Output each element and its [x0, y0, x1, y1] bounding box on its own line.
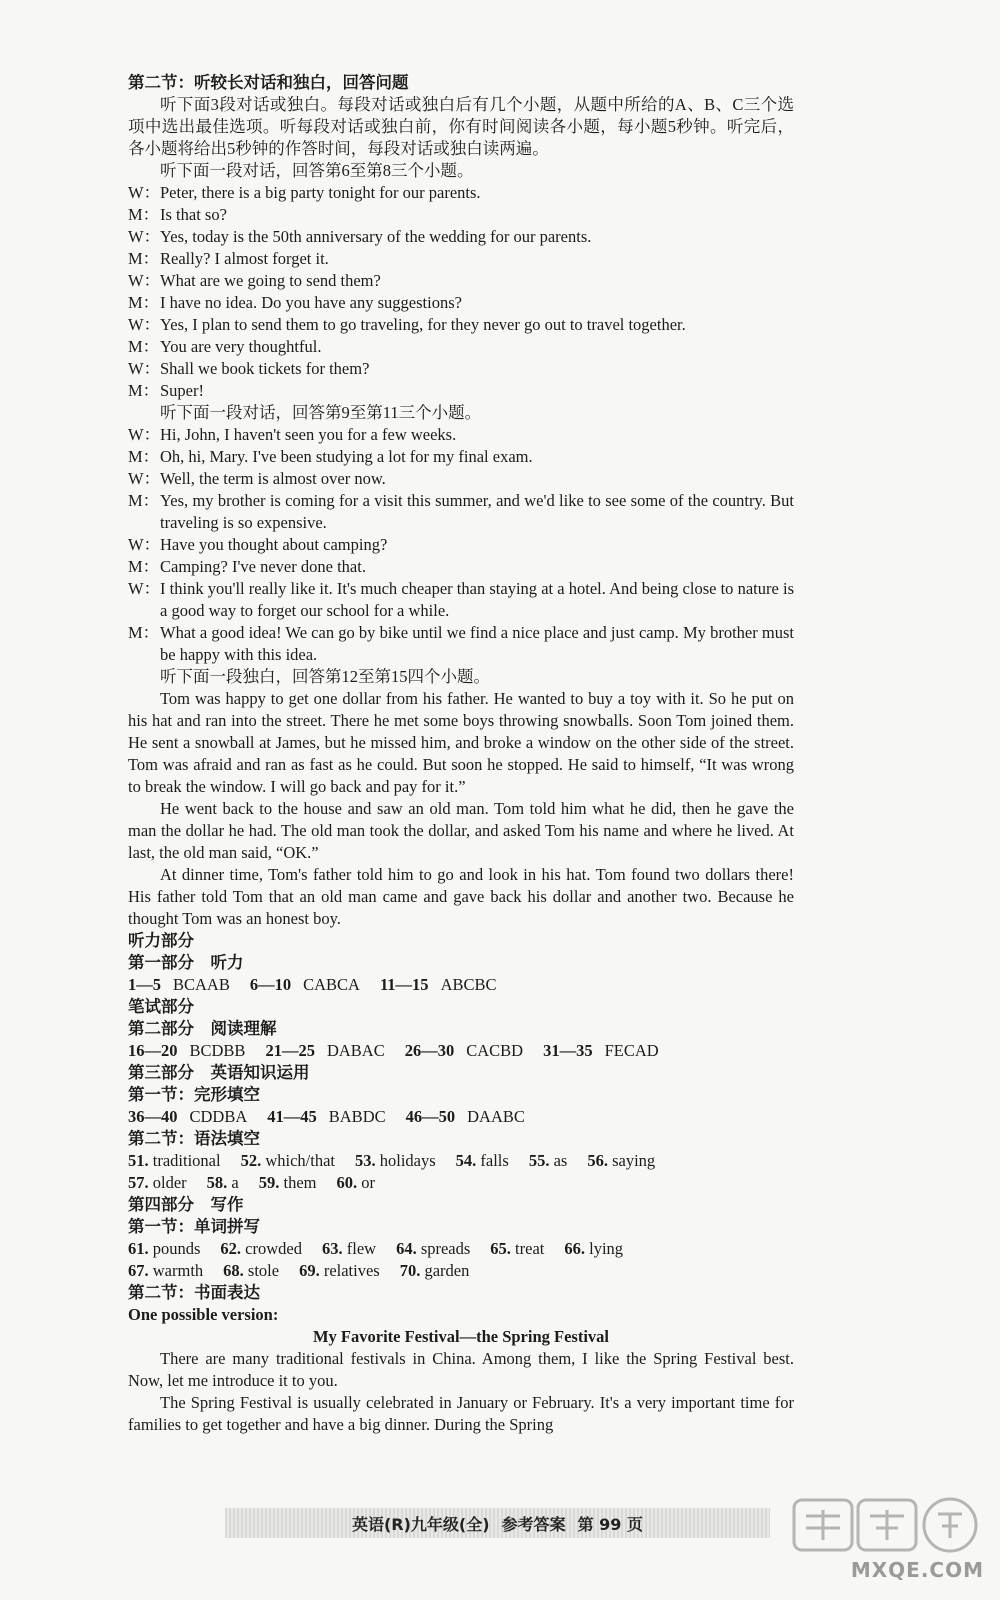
- question-number: 58.: [206, 1173, 228, 1192]
- question-number: 54.: [455, 1151, 477, 1170]
- question-number: 70.: [399, 1261, 421, 1280]
- speaker-label: M：: [128, 381, 160, 400]
- answer-letters: ABCBC: [440, 975, 497, 994]
- speaker-label: W：: [128, 271, 161, 290]
- question-number: 68.: [223, 1261, 244, 1280]
- question-number: 61.: [128, 1239, 149, 1258]
- part4-title: 第四部分 写作: [128, 1195, 244, 1214]
- dialog1-intro: 听下面一段对话，回答第6至第8三个小题。: [160, 161, 474, 180]
- section-title: 第二节：听较长对话和独白，回答问题: [128, 73, 409, 92]
- speaker-label: M：: [128, 205, 160, 224]
- answer-word: older: [152, 1173, 187, 1192]
- fill-answer: [241, 1151, 335, 1170]
- speaker-label: W：: [128, 579, 161, 598]
- question-number: 51.: [128, 1151, 149, 1170]
- dialog-line: [128, 358, 794, 380]
- speaker-label: M：: [128, 623, 160, 642]
- speaker-label: W：: [128, 535, 161, 554]
- watermark-site: MXQE.COM: [850, 1558, 984, 1582]
- dialog-line: [128, 578, 794, 622]
- answer-group: [405, 1041, 523, 1060]
- dialog-line: [128, 204, 794, 226]
- answer-group: [265, 1041, 384, 1060]
- dialog-text: Camping? I've never done that.: [160, 557, 366, 576]
- dialog-line: [128, 226, 794, 248]
- question-number: 67.: [128, 1261, 149, 1280]
- speaker-label: M：: [128, 249, 160, 268]
- dialog1: [128, 182, 794, 402]
- listening-answers: [128, 974, 794, 996]
- dialog-line: [128, 314, 794, 336]
- answer-group: [128, 975, 230, 994]
- footer-page-number: 第 99 页: [577, 1514, 643, 1534]
- answer-word: pounds: [152, 1239, 201, 1258]
- question-number: 57.: [128, 1173, 149, 1192]
- fill-answer: [128, 1239, 200, 1258]
- spelling-row1: [128, 1238, 794, 1260]
- speaker-label: M：: [128, 491, 160, 510]
- grammar-row2: [128, 1172, 794, 1194]
- dialog-text: What a good idea! We can go by bike until we find a nice place and just camp. My brother must be happy with this idea.: [160, 623, 794, 664]
- dialog-text: Well, the term is almost over now.: [160, 469, 386, 488]
- speaker-label: W：: [128, 227, 161, 246]
- dialog-line: [128, 336, 794, 358]
- answer-word: or: [361, 1173, 375, 1192]
- answer-word: holidays: [379, 1151, 436, 1170]
- question-number: 66.: [564, 1239, 585, 1258]
- dialog2: [128, 424, 794, 666]
- spelling-row2: [128, 1260, 794, 1282]
- dialog-text: I have no idea. Do you have any suggestions?: [160, 293, 462, 312]
- dialog-text: Shall we book tickets for them?: [160, 359, 370, 378]
- answer-letters: CDDBA: [189, 1107, 248, 1126]
- question-number: 52.: [240, 1151, 262, 1170]
- answer-word: lying: [589, 1239, 624, 1258]
- answer-range: 6—10: [249, 975, 292, 994]
- version-label: One possible version:: [128, 1305, 279, 1324]
- fill-answer: [456, 1151, 509, 1170]
- dialog-line: [128, 622, 794, 666]
- question-number: 59.: [258, 1173, 280, 1192]
- question-number: 64.: [396, 1239, 417, 1258]
- reading-part: 第二部分 阅读理解: [128, 1019, 277, 1038]
- answer-letters: BCDBB: [189, 1041, 246, 1060]
- answer-word: traditional: [152, 1151, 221, 1170]
- cloze-answers: [128, 1106, 794, 1128]
- dialog-text: Yes, my brother is coming for a visit this summer, and we'd like to see some of the country. But traveling is so expensive.: [160, 491, 794, 532]
- question-number: 60.: [336, 1173, 358, 1192]
- dialog-text: I think you'll really like it. It's much cheaper than staying at a hotel. And being close to nature is a good way to forget our school for a while.: [160, 579, 794, 620]
- written-header: 笔试部分: [128, 997, 194, 1016]
- dialog2-intro: 听下面一段对话，回答第9至第11三个小题。: [160, 403, 482, 422]
- fill-answer: [529, 1151, 568, 1170]
- answer-word: which/that: [265, 1151, 335, 1170]
- cloze-title: 第一节：完形填空: [128, 1085, 260, 1104]
- page-footer: [225, 1508, 770, 1538]
- dialog-text: Yes, today is the 50th anniversary of the wedding for our parents.: [160, 227, 592, 246]
- fill-answer: [587, 1151, 655, 1170]
- monologue: [128, 688, 794, 930]
- dialog-text: What are we going to send them?: [160, 271, 381, 290]
- spelling-title: 第一节：单词拼写: [128, 1217, 260, 1236]
- answer-word: relatives: [323, 1261, 380, 1280]
- listening-part1: 第一部分 听力: [128, 953, 244, 972]
- answer-word: falls: [480, 1151, 509, 1170]
- answer-range: 26—30: [404, 1041, 455, 1060]
- answer-group: [543, 1041, 659, 1060]
- answer-range: 1—5: [128, 975, 161, 994]
- answer-word: treat: [515, 1239, 545, 1258]
- answer-group: [250, 975, 360, 994]
- dialog-line: [128, 380, 794, 402]
- dialog-line: [128, 446, 794, 468]
- dialog-text: Oh, hi, Mary. I've been studying a lot for my final exam.: [160, 447, 533, 466]
- answer-word: spreads: [420, 1239, 471, 1258]
- dialog-line: [128, 424, 794, 446]
- dialog-line: [128, 534, 794, 556]
- question-number: 56.: [587, 1151, 608, 1170]
- answer-word: garden: [424, 1261, 470, 1280]
- fill-answer: [128, 1261, 203, 1280]
- footer-label: 参考答案: [501, 1514, 566, 1534]
- dialog-line: [128, 182, 794, 204]
- answer-group: [128, 1041, 245, 1060]
- footer-subject: 英语(R)九年级(全): [351, 1514, 490, 1534]
- dialog-line: [128, 468, 794, 490]
- listening-header: 听力部分: [128, 931, 194, 950]
- dialog-line: [128, 556, 794, 578]
- question-number: 62.: [220, 1239, 242, 1258]
- essay-paragraph: There are many traditional festivals in China. Among them, I like the Spring Festival best. Now, let me introduce it to you.: [128, 1349, 794, 1390]
- dialog-line: [128, 270, 794, 292]
- dialog-text: Have you thought about camping?: [160, 535, 388, 554]
- speaker-label: M：: [128, 557, 160, 576]
- answer-letters: BCAAB: [173, 975, 230, 994]
- answer-range: 36—40: [128, 1107, 178, 1126]
- fill-answer: [220, 1239, 302, 1258]
- answer-range: 31—35: [543, 1041, 593, 1060]
- fill-answer: [355, 1151, 436, 1170]
- reading-answers: [128, 1040, 794, 1062]
- fill-answer: [223, 1261, 279, 1280]
- fill-answer: [564, 1239, 623, 1258]
- dialog-text: Really? I almost forget it.: [160, 249, 329, 268]
- dialog-line: [128, 292, 794, 314]
- dialog-text: Super!: [160, 381, 204, 400]
- answer-letters: CABCA: [303, 975, 360, 994]
- answer-range: 46—50: [405, 1107, 456, 1126]
- question-number: 55.: [528, 1151, 550, 1170]
- answer-group: [267, 1107, 385, 1126]
- fill-answer: [396, 1239, 470, 1258]
- dialog-text: You are very thoughtful.: [160, 337, 322, 356]
- speaker-label: M：: [128, 337, 160, 356]
- dialog-text: Is that so?: [160, 205, 227, 224]
- answer-group: [128, 1107, 247, 1126]
- question-number: 63.: [321, 1239, 343, 1258]
- speaker-label: W：: [128, 183, 161, 202]
- essay: [128, 1348, 794, 1436]
- answer-range: 11—15: [379, 975, 429, 994]
- fill-answer: [259, 1173, 317, 1192]
- question-number: 69.: [299, 1261, 320, 1280]
- speaker-label: W：: [128, 359, 161, 378]
- question-number: 53.: [354, 1151, 376, 1170]
- monologue-paragraph: He went back to the house and saw an old man. Tom told him what he did, then he gave the man the dollar he had. The old man took the dollar, and asked Tom his name and where he lived. At last, the old man said, “OK.”: [128, 799, 794, 862]
- answer-word: saying: [612, 1151, 656, 1170]
- dialog-line: [128, 490, 794, 534]
- answer-range: 16—20: [128, 1041, 178, 1060]
- dialog-line: [128, 248, 794, 270]
- answer-page: [128, 72, 794, 1436]
- part3-title: 第三部分 英语知识运用: [128, 1063, 310, 1082]
- instructions: 听下面3段对话或独白。每段对话或独白后有几个小题，从题中所给的A、B、C三个选项中选出最佳选项。听每段对话或独白前，你有时间阅读各小题，每小题5秒钟。听完后，各小题将给出5秒钟的作答时间，每段对话或独白读两遍。: [128, 95, 794, 158]
- fill-answer: [128, 1151, 221, 1170]
- grammar-title: 第二节：语法填空: [128, 1129, 260, 1148]
- answer-range: 41—45: [267, 1107, 317, 1126]
- grammar-row1: [128, 1150, 794, 1172]
- speaker-label: M：: [128, 447, 160, 466]
- answer-word: crowded: [245, 1239, 302, 1258]
- fill-answer: [490, 1239, 544, 1258]
- answer-word: as: [553, 1151, 568, 1170]
- speaker-label: W：: [128, 469, 161, 488]
- speaker-label: W：: [128, 425, 161, 444]
- answer-group: [406, 1107, 525, 1126]
- watermark-icon: [784, 1492, 984, 1562]
- answer-letters: CACBD: [466, 1041, 524, 1060]
- answer-letters: DABAC: [326, 1041, 385, 1060]
- fill-answer: [128, 1173, 187, 1192]
- answer-letters: FECAD: [604, 1041, 659, 1060]
- answer-word: flew: [346, 1239, 377, 1258]
- dialog-text: Yes, I plan to send them to go traveling, for they never go out to travel together.: [160, 315, 686, 334]
- answer-word: stole: [247, 1261, 280, 1280]
- dialog-text: Peter, there is a big party tonight for our parents.: [160, 183, 481, 202]
- fill-answer: [207, 1173, 239, 1192]
- writing-title: 第二节：书面表达: [128, 1283, 260, 1302]
- dialog-text: Hi, John, I haven't seen you for a few weeks.: [160, 425, 457, 444]
- speaker-label: W：: [128, 315, 161, 334]
- answer-word: warmth: [152, 1261, 204, 1280]
- answer-letters: BABDC: [328, 1107, 386, 1126]
- answer-word: a: [231, 1173, 239, 1192]
- fill-answer: [400, 1261, 470, 1280]
- monologue-paragraph: Tom was happy to get one dollar from his father. He wanted to buy a toy with it. So he put on his hat and ran into the street. There he met some boys throwing snowballs. Soon Tom joined them. He sent a snowball at James, but he missed him, and broke a window on the other side of the street. Tom was afraid and ran as fast as he could. But soon he stopped. He said to himself, “It was wrong to break the window. I will go back and pay for it.”: [128, 689, 794, 796]
- monologue-paragraph: At dinner time, Tom's father told him to go and look in his hat. Tom found two dollars there! His father told Tom that an old man came and gave back his dollar and another two. Because he thought Tom was an honest boy.: [128, 865, 794, 928]
- answer-group: [380, 975, 497, 994]
- question-number: 65.: [490, 1239, 511, 1258]
- answer-letters: DAABC: [467, 1107, 525, 1126]
- speaker-label: M：: [128, 293, 160, 312]
- fill-answer: [322, 1239, 376, 1258]
- fill-answer: [299, 1261, 380, 1280]
- essay-title: My Favorite Festival—the Spring Festival: [312, 1327, 610, 1346]
- answer-word: them: [283, 1173, 317, 1192]
- monologue-intro: 听下面一段独白，回答第12至第15四个小题。: [160, 667, 490, 686]
- essay-paragraph: The Spring Festival is usually celebrated in January or February. It's a very important time for families to get together and have a big dinner. During the Spring: [128, 1393, 794, 1434]
- answer-range: 21—25: [265, 1041, 315, 1060]
- watermark-logo: [784, 1492, 984, 1582]
- fill-answer: [336, 1173, 375, 1192]
